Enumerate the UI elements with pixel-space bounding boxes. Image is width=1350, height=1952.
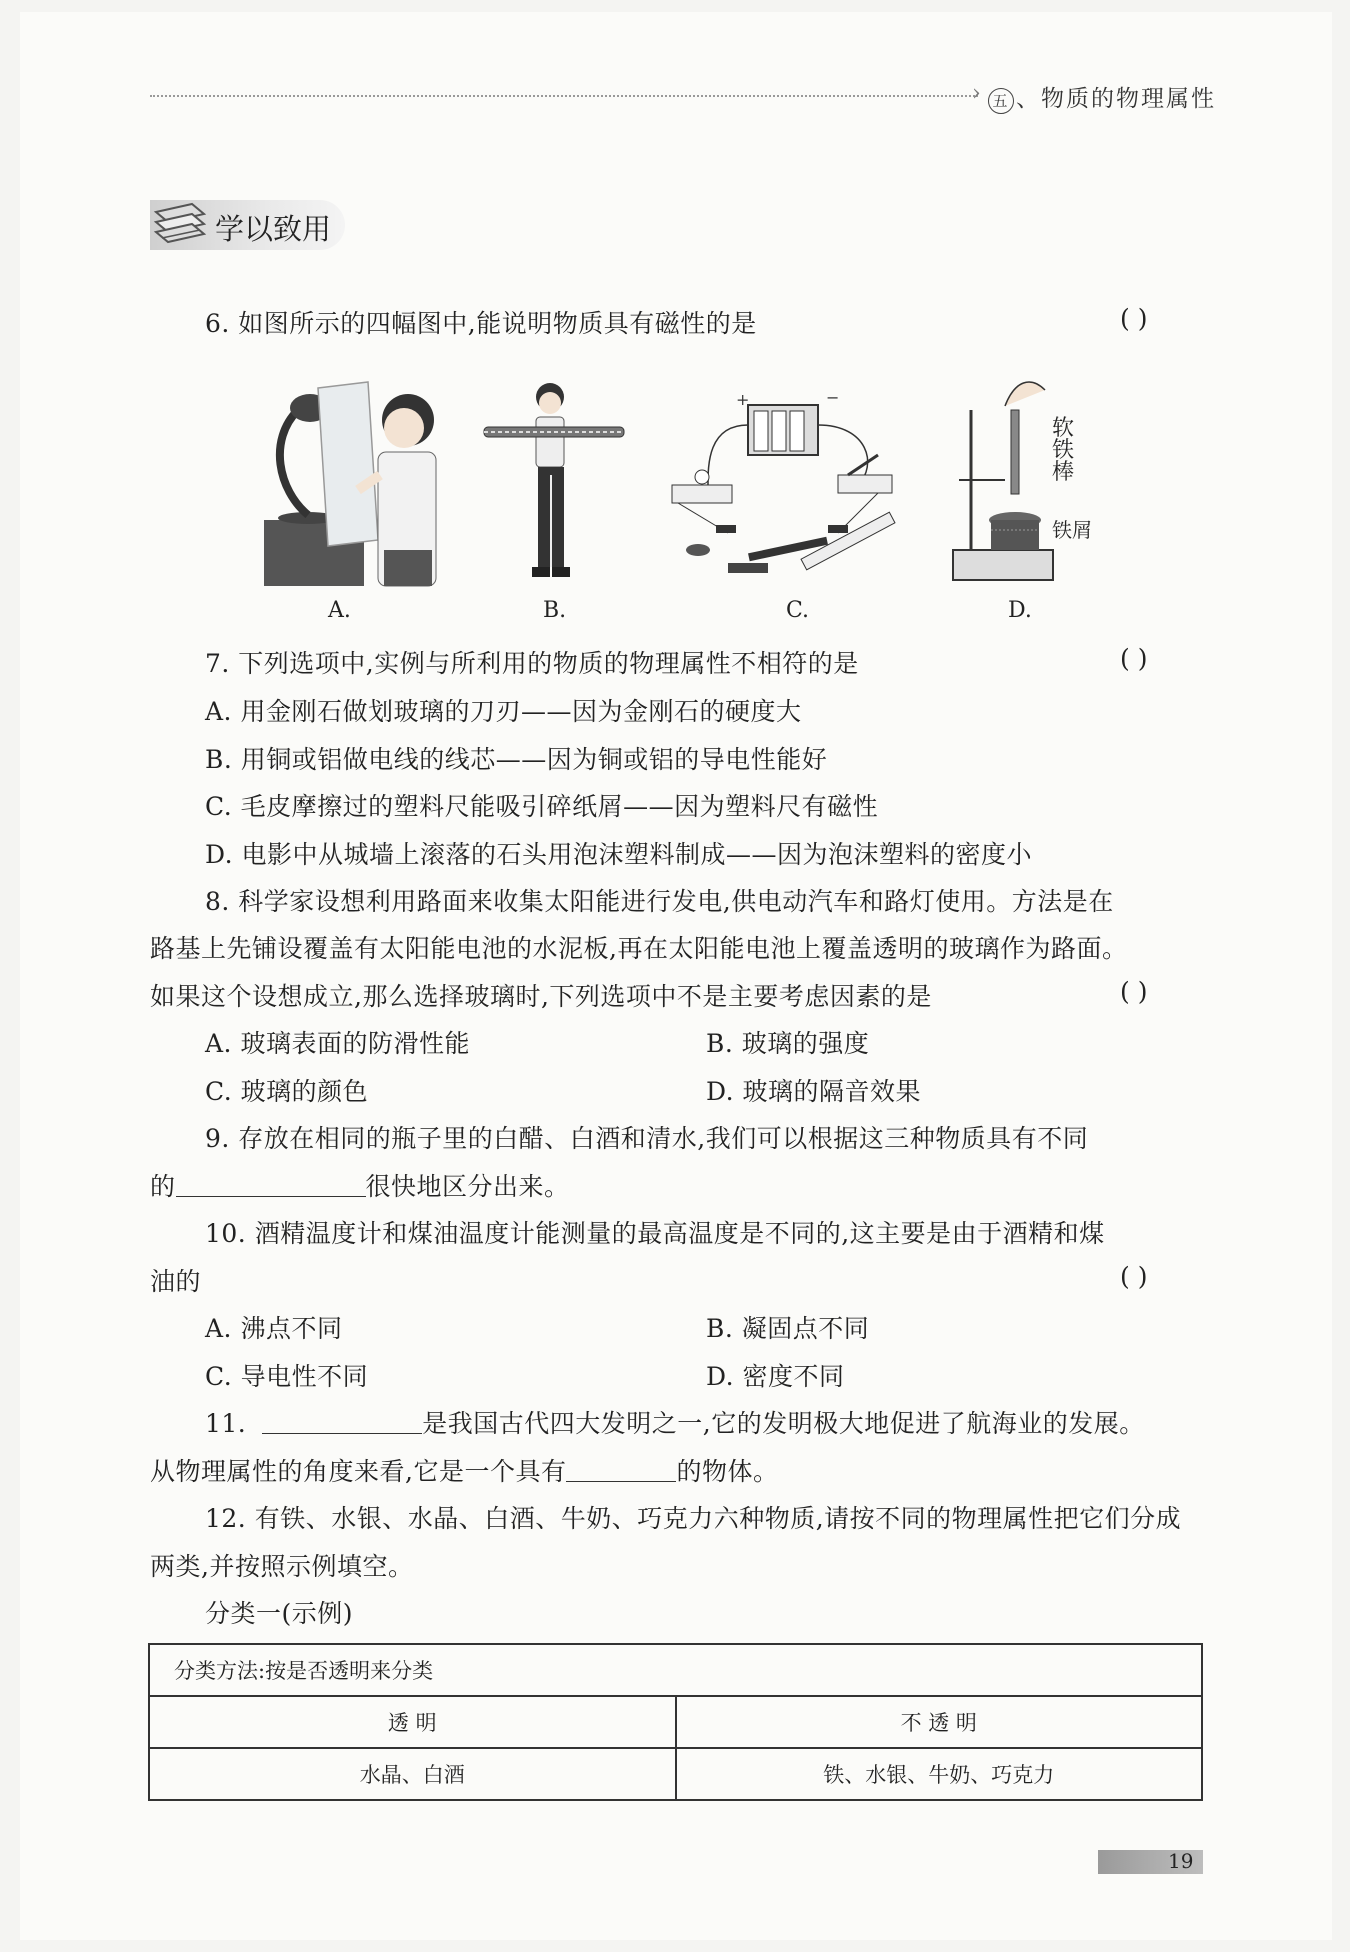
- q8-option-a: A. 玻璃表面的防滑性能: [205, 1029, 470, 1058]
- q9-stem-line1: 9. 存放在相同的瓶子里的白醋、白酒和清水,我们可以根据这三种物质具有不同: [205, 1124, 1089, 1153]
- q11-line2-prefix: 从物理属性的角度来看,它是一个具有: [150, 1457, 567, 1486]
- q10-stem-line1: 10. 酒精温度计和煤油温度计能测量的最高温度是不同的,这主要是由于酒精和煤: [205, 1219, 1105, 1248]
- q7-option-b: B. 用铜或铝做电线的线芯——因为铜或铝的导电性能好: [205, 745, 828, 774]
- figure-d-iron-rod-stand: [945, 370, 1065, 590]
- table-row: [149, 1748, 1202, 1800]
- figure-a-lamp-glass: [258, 380, 458, 590]
- figure-a-label: A.: [328, 598, 351, 623]
- q11-answer-blank-2[interactable]: [566, 1459, 676, 1482]
- opaque-header: 不 透 明: [676, 1696, 1203, 1748]
- q7-option-d: D. 电影中从城墙上滚落的石头用泡沫塑料制成——因为泡沫塑料的密度小: [205, 840, 1033, 869]
- figure-b-label: B.: [543, 598, 567, 623]
- q12-stem-line1: 12. 有铁、水银、水晶、白酒、牛奶、巧克力六种物质,请按不同的物理属性把它们分成: [205, 1504, 1182, 1533]
- table-row: [149, 1696, 1202, 1748]
- q12-stem-line2: 两类,并按照示例填空。: [150, 1552, 414, 1581]
- section-title: 学以致用: [215, 212, 332, 246]
- q11-line1-suffix: 是我国古代四大发明之一,它的发明极大地促进了航海业的发展。: [422, 1409, 1145, 1438]
- q6-answer-paren: ( ): [1120, 304, 1148, 333]
- figure-d-label-char-1: 软: [1052, 416, 1075, 441]
- chapter-number: 五: [988, 88, 1014, 114]
- q7-option-c: C. 毛皮摩擦过的塑料尺能吸引碎纸屑——因为塑料尺有磁性: [205, 792, 879, 821]
- header-rule: [150, 95, 978, 97]
- q8-option-d: D. 玻璃的隔音效果: [706, 1077, 922, 1106]
- q9-answer-blank[interactable]: [176, 1174, 366, 1197]
- q10-option-d: D. 密度不同: [706, 1362, 845, 1391]
- transparent-items: 水晶、白酒: [149, 1748, 676, 1800]
- header-arrow-icon: ›: [972, 81, 981, 106]
- figure-d-label-char-3: 棒: [1052, 460, 1075, 485]
- figure-c-circuit: [668, 385, 908, 585]
- q11-number: 11.: [205, 1409, 247, 1438]
- q11-line2-suffix: 的物体。: [676, 1457, 779, 1486]
- q8-stem-line1: 8. 科学家设想利用路面来收集太阳能进行发电,供电动汽车和路灯使用。方法是在: [205, 887, 1114, 916]
- q9-stem-line2: [150, 1167, 570, 1203]
- figure-c-label: C.: [786, 598, 810, 623]
- figure-d-label-iron-filings: 铁屑: [1052, 518, 1092, 542]
- books-icon: [152, 200, 210, 250]
- q9-line2-prefix: 的: [150, 1172, 176, 1201]
- q10-option-a: A. 沸点不同: [205, 1314, 343, 1343]
- q11-stem-line1: [205, 1404, 1145, 1440]
- figure-d-label-char-2: 铁: [1052, 438, 1075, 463]
- q10-option-c: C. 导电性不同: [205, 1362, 369, 1391]
- figure-d-label: D.: [1008, 598, 1032, 623]
- figure-b-person-rod: [480, 375, 630, 590]
- figure-d-label-soft-iron-rod: [1052, 418, 1074, 484]
- q7-answer-paren: ( ): [1120, 644, 1148, 673]
- q11-answer-blank-1[interactable]: [262, 1411, 422, 1434]
- classification-table: [148, 1643, 1203, 1801]
- q10-stem-line2: 油的: [150, 1267, 202, 1296]
- q7-stem: 7. 下列选项中,实例与所利用的物质的物理属性不相符的是: [205, 649, 859, 678]
- q8-stem-line3: 如果这个设想成立,那么选择玻璃时,下列选项中不是主要考虑因素的是: [150, 982, 932, 1011]
- q8-option-c: C. 玻璃的颜色: [205, 1077, 369, 1106]
- q10-option-b: B. 凝固点不同: [706, 1314, 870, 1343]
- q8-answer-paren: ( ): [1120, 977, 1148, 1006]
- classification-method: 分类方法:按是否透明来分类: [149, 1644, 1202, 1696]
- table-row: [149, 1644, 1202, 1696]
- svg-text:−: −: [826, 388, 840, 407]
- svg-text:+: +: [736, 390, 750, 409]
- q11-stem-line2: [150, 1452, 778, 1488]
- q6-stem: 6. 如图所示的四幅图中,能说明物质具有磁性的是: [205, 309, 757, 338]
- q8-option-b: B. 玻璃的强度: [706, 1029, 870, 1058]
- q10-answer-paren: ( ): [1120, 1262, 1148, 1291]
- chapter-title: [988, 80, 1216, 114]
- chapter-title-text: 、物质的物理属性: [1016, 86, 1216, 112]
- transparent-header: 透 明: [149, 1696, 676, 1748]
- q7-option-a: A. 用金刚石做划玻璃的刀刃——因为金刚石的硬度大: [205, 697, 802, 726]
- q9-line2-suffix: 很快地区分出来。: [365, 1172, 570, 1201]
- q12-example-label: 分类一(示例): [205, 1599, 354, 1628]
- page-number: 19: [1168, 1849, 1194, 1873]
- opaque-items: 铁、水银、牛奶、巧克力: [676, 1748, 1203, 1800]
- q8-stem-line2: 路基上先铺设覆盖有太阳能电池的水泥板,再在太阳能电池上覆盖透明的玻璃作为路面。: [150, 934, 1128, 963]
